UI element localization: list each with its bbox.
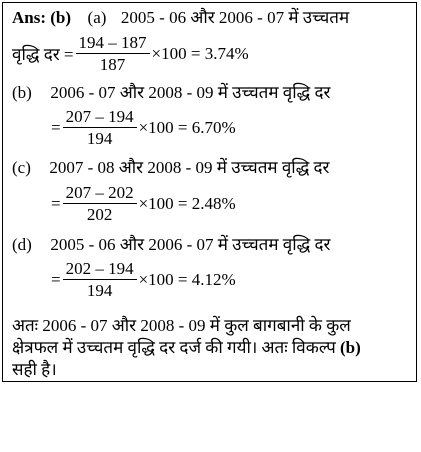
part-b-fraction xyxy=(63,107,137,148)
part-d-prefix: = xyxy=(51,269,61,289)
part-d-heading: 2005 - 06 और 2006 - 07 में उच्चतम वृद्धि दर xyxy=(50,235,331,254)
part-a-marker: (a) xyxy=(87,8,107,27)
part-c-heading: 2007 - 08 और 2008 - 09 में उच्चतम वृद्धि दर xyxy=(49,158,330,177)
part-d-equation xyxy=(51,259,236,300)
part-b-result: ×100 = 6.70% xyxy=(138,117,236,137)
part-a-equation xyxy=(12,33,249,74)
part-b-denominator: 194 xyxy=(86,129,113,148)
part-c-fraction xyxy=(63,183,137,224)
conclusion-line-1 xyxy=(12,316,351,336)
part-c-result: ×100 = 2.48% xyxy=(138,193,236,213)
part-a-prefix: वृद्धि दर = xyxy=(12,45,74,64)
answer-box xyxy=(2,2,417,382)
answer-label: Ans: (b) xyxy=(12,8,72,27)
part-c-heading-line xyxy=(12,158,330,178)
part-a-fraction xyxy=(76,33,150,74)
part-d-heading-line xyxy=(12,235,330,255)
part-b-heading: 2006 - 07 और 2008 - 09 में उच्चतम वृद्धि दर xyxy=(50,83,331,102)
part-c-denominator: 202 xyxy=(86,205,113,224)
part-c-equation xyxy=(51,183,236,224)
part-d-fraction xyxy=(63,259,137,300)
part-c-prefix: = xyxy=(51,193,61,213)
part-b-marker: (b) xyxy=(12,83,32,102)
conclusion-line-2 xyxy=(12,338,361,358)
part-a-numerator: 194 – 187 xyxy=(76,33,150,54)
part-d-numerator: 202 – 194 xyxy=(63,259,137,280)
part-a-heading: 2005 - 06 और 2006 - 07 में उच्चतम xyxy=(120,8,350,27)
part-b-heading-line xyxy=(12,83,330,103)
conclusion-option: (b) xyxy=(340,338,361,357)
conclusion-text-1: अतः 2006 - 07 और 2008 - 09 में कुल बागबानी के कुल xyxy=(12,316,351,335)
part-c-numerator: 207 – 202 xyxy=(63,183,137,204)
part-a-denominator: 187 xyxy=(99,55,126,74)
part-d-result: ×100 = 4.12% xyxy=(138,269,236,289)
part-b-prefix: = xyxy=(51,117,61,137)
part-d-denominator: 194 xyxy=(86,281,113,300)
conclusion-text-3: सही है। xyxy=(12,360,57,379)
part-b-numerator: 207 – 194 xyxy=(63,107,137,128)
part-c-marker: (c) xyxy=(12,158,31,177)
conclusion-line-3 xyxy=(12,360,57,380)
part-d-marker: (d) xyxy=(12,235,32,254)
part-b-equation xyxy=(51,107,236,148)
conclusion-text-2: क्षेत्रफल में उच्चतम वृद्धि दर दर्ज की गयी। अतः विकल्प xyxy=(12,338,336,357)
part-a-result: ×100 = 3.74% xyxy=(151,43,249,63)
part-a-heading-line xyxy=(12,8,349,28)
